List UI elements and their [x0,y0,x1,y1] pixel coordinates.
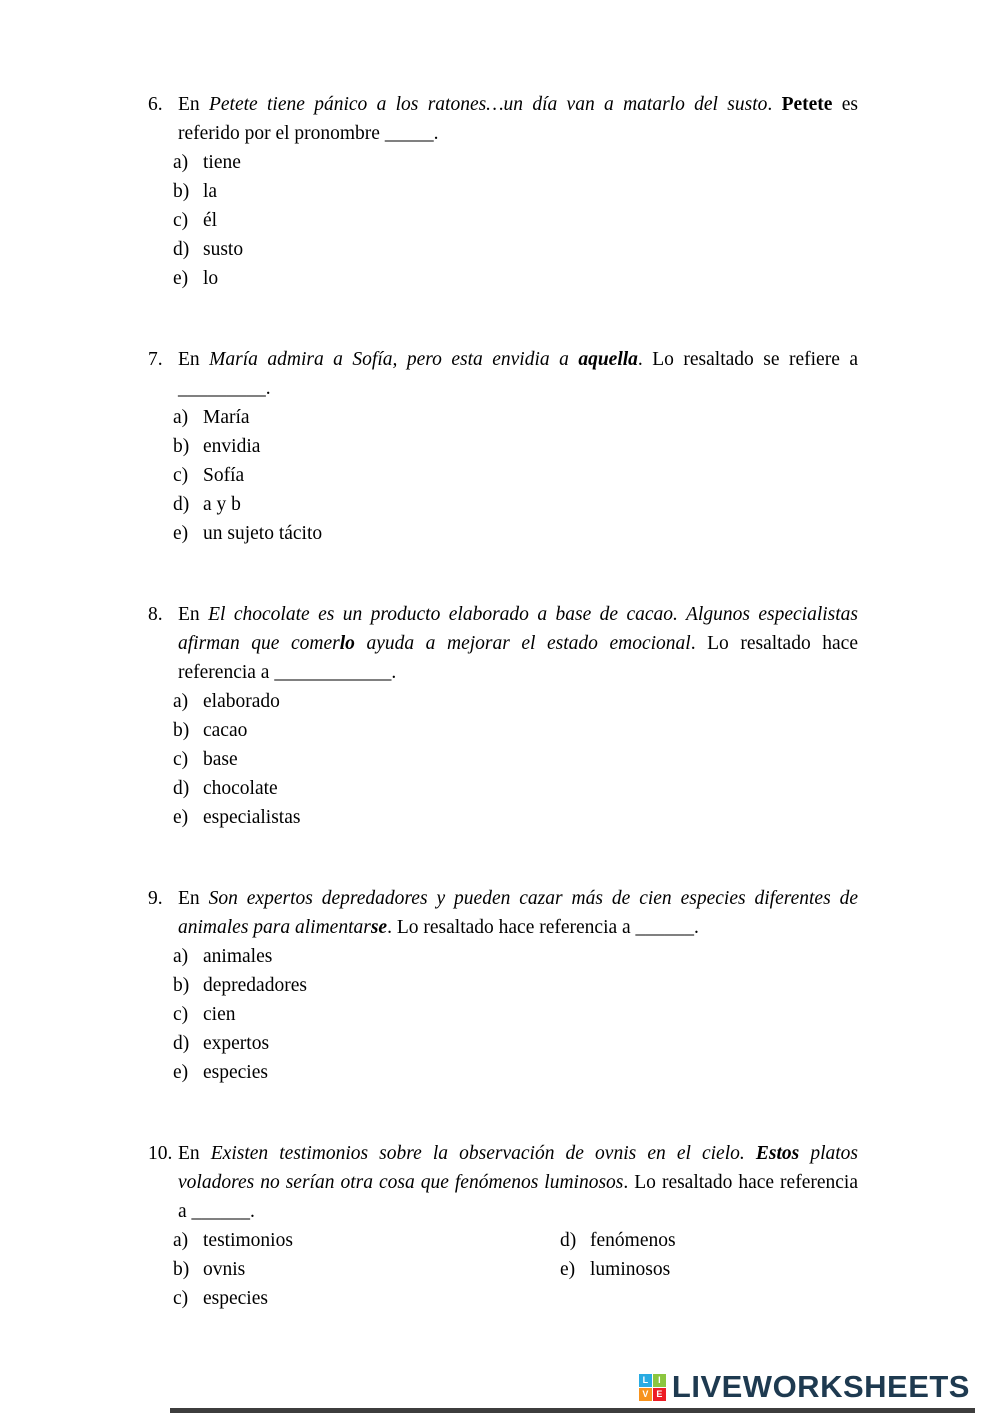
option-d[interactable] [560,1226,676,1255]
option-b[interactable] [173,1255,560,1284]
options [173,403,858,548]
option-letter: a) [173,152,189,173]
prompt-segment: . [767,94,782,115]
logo-tile-l: L [639,1374,652,1387]
prompt-segment-b: Petete [781,94,833,115]
option-letter: a) [173,1230,189,1251]
option-text: especies [203,1288,268,1309]
liveworksheets-brand-text: LIVEWORKSHEETS [671,1369,970,1404]
option-b[interactable] [173,971,307,1000]
option-e[interactable] [173,519,322,548]
option-c[interactable] [173,206,243,235]
option-letter: b) [173,1259,190,1280]
option-text: especies [203,1062,268,1083]
question-prompt [178,1139,858,1226]
question-prompt [178,600,858,687]
prompt-segment-i: Son expertos depredadores y pueden cazar más de cien especies diferentes de animales para alimentar [178,888,858,938]
option-text: un sujeto tácito [203,523,323,544]
question-content [173,1139,858,1313]
option-letter: c) [173,1288,189,1309]
option-text: depredadores [203,975,307,996]
option-text: animales [203,946,273,967]
question-7 [148,345,858,548]
prompt-segment-bi: se [370,917,388,938]
options-column [173,403,322,548]
option-letter: b) [173,181,190,202]
question-prompt [178,884,858,942]
question-content [173,345,858,548]
options [173,1226,858,1313]
options-column [173,942,307,1087]
option-text: la [203,181,218,202]
liveworksheets-logo-icon [639,1374,666,1401]
question-9 [148,884,858,1087]
question-prompt [178,90,858,148]
option-letter: c) [173,749,189,770]
option-letter: a) [173,946,189,967]
prompt-segment: En [178,888,209,909]
option-text: expertos [203,1033,270,1054]
option-text: chocolate [203,778,278,799]
question-prompt [178,345,858,403]
option-letter: d) [173,778,190,799]
options [173,148,858,293]
option-d[interactable] [173,490,322,519]
option-e[interactable] [560,1255,676,1284]
option-letter: d) [173,239,190,260]
option-e[interactable] [173,1058,307,1087]
option-c[interactable] [173,1284,560,1313]
option-a[interactable] [173,942,307,971]
prompt-segment-bi: Estos [755,1143,800,1164]
question-10 [148,1139,858,1313]
option-text: especialistas [203,807,301,828]
option-a[interactable] [173,148,243,177]
option-a[interactable] [173,403,322,432]
logo-tile-e: E [653,1388,666,1401]
option-letter: d) [173,1033,190,1054]
prompt-segment: En [178,604,209,625]
option-text: Sofía [203,465,245,486]
question-number: 8. [148,604,163,625]
option-text: fenómenos [590,1230,676,1251]
option-c[interactable] [173,1000,307,1029]
question-number: 7. [148,349,163,370]
prompt-segment: es referido por el pronombre _____. [178,94,858,144]
question-content [173,90,858,293]
option-text: luminosos [590,1259,671,1280]
option-c[interactable] [173,461,322,490]
question-number: 10. [148,1143,173,1164]
option-text: cien [203,1004,236,1025]
next-page-edge [170,1408,975,1413]
option-b[interactable] [173,177,243,206]
prompt-segment: . Lo resaltado hace referencia a ____________. [178,633,858,683]
prompt-segment-bi: aquella [578,349,638,370]
options [173,687,858,832]
option-letter: e) [173,268,189,289]
option-letter: d) [173,494,190,515]
option-letter: c) [173,1004,189,1025]
option-text: lo [203,268,219,289]
prompt-segment: En [178,94,209,115]
option-text: susto [203,239,244,260]
option-letter: e) [173,807,189,828]
option-d[interactable] [173,774,300,803]
options-column [173,687,300,832]
question-8 [148,600,858,832]
options [173,942,858,1087]
option-letter: e) [173,523,189,544]
option-letter: b) [173,436,190,457]
options-column [173,148,243,293]
option-d[interactable] [173,1029,307,1058]
prompt-segment-i: El chocolate es un producto elaborado a base de cacao. Algunos especialistas afirman que comer [178,604,858,654]
option-text: él [203,210,218,231]
option-c[interactable] [173,745,300,774]
prompt-segment-i: Existen testimonios sobre la observación de ovnis en el cielo. [210,1143,756,1164]
option-b[interactable] [173,716,300,745]
option-text: envidia [203,436,261,457]
option-text: a y b [203,494,241,515]
prompt-segment: En [178,349,210,370]
option-text: testimonios [203,1230,293,1251]
prompt-segment-i: María admira a Sofía, pero esta envidia a [209,349,579,370]
prompt-segment: . Lo resaltado se refiere a _________. [178,349,858,399]
option-letter: a) [173,407,189,428]
option-text: ovnis [203,1259,246,1280]
option-letter: b) [173,720,190,741]
option-letter: c) [173,210,189,231]
option-text: María [203,407,250,428]
option-text: base [203,749,238,770]
option-b[interactable] [173,432,322,461]
option-a[interactable] [173,687,300,716]
prompt-segment: En [178,1143,211,1164]
option-e[interactable] [173,803,300,832]
option-letter: c) [173,465,189,486]
options-column [173,1226,560,1313]
option-text: cacao [203,720,248,741]
option-letter: e) [173,1062,189,1083]
option-letter: a) [173,691,189,712]
prompt-segment: . Lo resaltado hace referencia a ______. [178,1172,858,1222]
question-6 [148,90,858,293]
logo-tile-i: I [653,1374,666,1387]
option-letter: b) [173,975,190,996]
prompt-segment-i: platos voladores no serían otra cosa que fenómenos luminosos [178,1143,858,1193]
prompt-segment-i: ayuda a mejorar el estado emocional [354,633,691,654]
option-letter: e) [560,1259,576,1280]
logo-tile-v: V [639,1388,652,1401]
question-number: 6. [148,94,163,115]
prompt-segment-bi: lo [339,633,355,654]
question-content [173,884,858,1087]
prompt-segment: . Lo resaltado hace referencia a ______. [387,917,699,938]
liveworksheets-footer [639,1369,970,1405]
question-list [148,90,858,1313]
option-text: tiene [203,152,241,173]
option-letter: d) [560,1230,577,1251]
options-column [560,1226,676,1313]
prompt-segment-i: Petete tiene pánico a los ratones…un día van a matarlo del susto [208,94,768,115]
option-text: elaborado [203,691,280,712]
option-a[interactable] [173,1226,560,1255]
option-e[interactable] [173,264,243,293]
question-content [173,600,858,832]
question-number: 9. [148,888,163,909]
option-d[interactable] [173,235,243,264]
